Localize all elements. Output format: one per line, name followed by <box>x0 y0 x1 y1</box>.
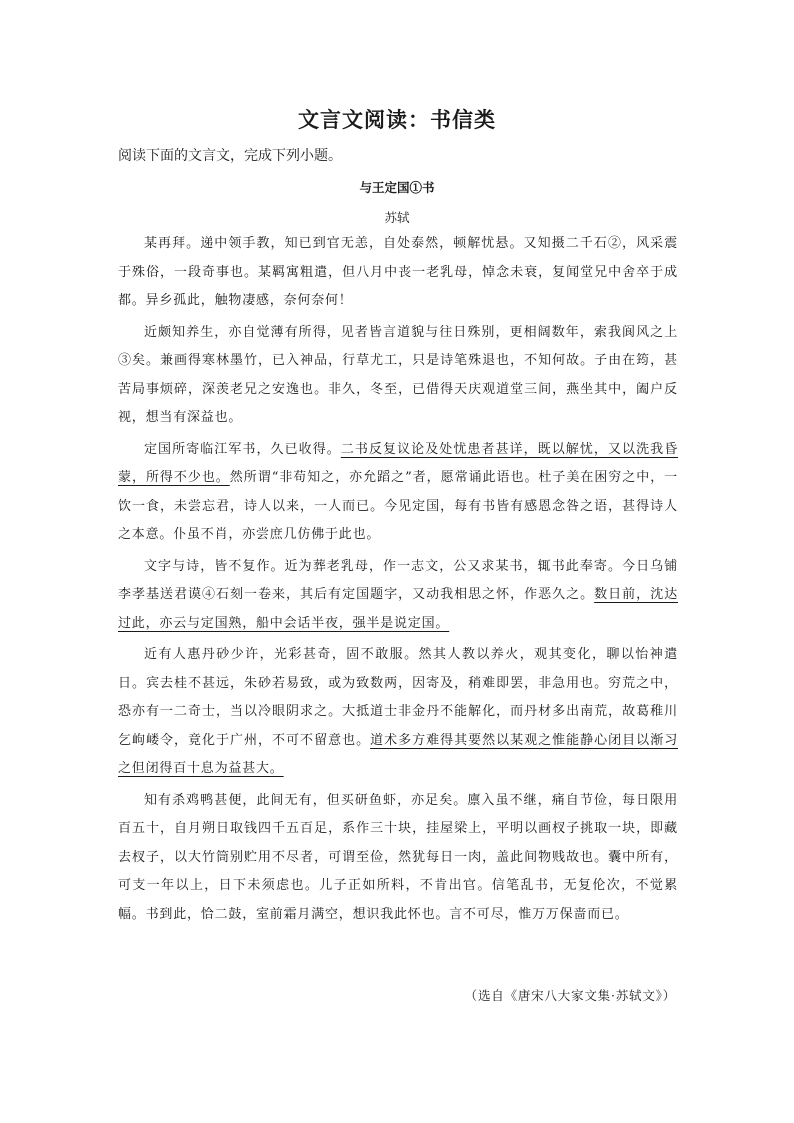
instruction-text: 阅读下面的文言文，完成下列小题。 <box>118 148 342 164</box>
source-citation: （选自《唐宋八大家文集·苏轼文》） <box>464 988 676 1003</box>
essay-title: 与王定国①书 <box>359 180 435 195</box>
paragraph-text: 某再拜。递中领手教，知已到官无恙，自处泰然，顿解忧悬。又知摄二千石②，风采震于殊俗，一段奇事也。某羁寓粗遣，但八月中丧一老乳母，悼念未衰，复闻堂兄中舍卒于成都。异乡孤此，触物凄感，奈何奈何！ <box>118 236 678 308</box>
underlined-sentence: 二书反复议论及处忧患者甚详，既以解忧，又以洗我昏蒙，所得不少也。 <box>118 441 679 485</box>
paragraph-text: 知有杀鸡鸭甚便，此间无有，但买研鱼虾，亦足矣。廪入虽不继，痛自节俭，每日限用百五十，自月朔日取钱四千五百足，系作三十块，挂屋梁上，平明以画杈子挑取一块，即藏去杈子，以大竹筒别贮用不尽者，可谓至俭，然犹每日一肉，盖此间物贱故也。囊中所有，可支一年以上，日下未须虑也。儿子正如所料，不肯出官。信笔乱书，无复伦次，不觉累幅。书到此，恰二鼓，室前霜月满空，想识我此怀也。言不可尽，惟万万保啬而已。 <box>118 792 678 922</box>
paragraph-text: 文字与诗，皆不复作。近为葬老乳母，作一志文，公又求某书，辄书此奉寄。今日乌铺李孝基送君谟④石刻一卷来，其后有定国题字，又动我相思之怀，作恶久之。 <box>118 558 678 602</box>
paragraph-6 <box>118 787 678 930</box>
essay-body <box>118 230 678 932</box>
underlined-sentence: 道术多方难得其要然以某观之惟能静心闭目以渐习之但闭得百十息为益甚大。 <box>118 732 678 776</box>
underlined-sentence: 数日前，沈达过此，亦云与定国熟，船中会话半夜，强半是说定国。 <box>118 587 678 631</box>
paragraph-3 <box>118 436 678 550</box>
paragraph-text: 然所谓“非苟知之，亦允蹈之”者，愿常诵此语也。杜子美在困穷之中，一饮一食，未尝忘君，诗人以来，一人而已。今见定国，每有书皆有感恩念咎之语，甚得诗人之本意。仆虽不肖，亦尝庶几仿佛于此也。 <box>118 470 678 542</box>
paragraph-text: 近颇知养生，亦自觉薄有所得，见者皆言道貌与往日殊别，更相阔数年，索我阆风之上③矣。兼画得寒林墨竹，已入神品，行草尤工，只是诗笔殊退也，不知何故。子由在筠，甚苦局事烦碎，深羡老兄之安逸也。非久，冬至，已借得天庆观道堂三间，燕坐其中，阖户反视，想当有深益也。 <box>118 324 678 425</box>
paragraph-text: 近有人惠丹砂少许，光彩甚奇，固不敢服。然其人教以养火，观其变化，聊以怡神遣日。宾去桂不甚远，朱砂若易致，或为致数两，因寄及，稍难即罢，非急用也。穷荒之中，恐亦有一二奇士，当以冷眼阴求之。大抵道士非金丹不能解化，而丹材多出南荒，故葛稚川乞岣嵝令，竟化于广州，不可不留意也。 <box>118 647 678 748</box>
author-name: 苏轼 <box>384 210 410 225</box>
paragraph-1 <box>118 230 678 316</box>
paragraph-4 <box>118 553 678 639</box>
paragraph-text: 定国所寄临江军书，久已收得。 <box>144 441 341 457</box>
paragraph-2 <box>118 319 678 433</box>
paragraph-5 <box>118 641 678 784</box>
page-title: 文言文阅读：书信类 <box>298 108 496 132</box>
